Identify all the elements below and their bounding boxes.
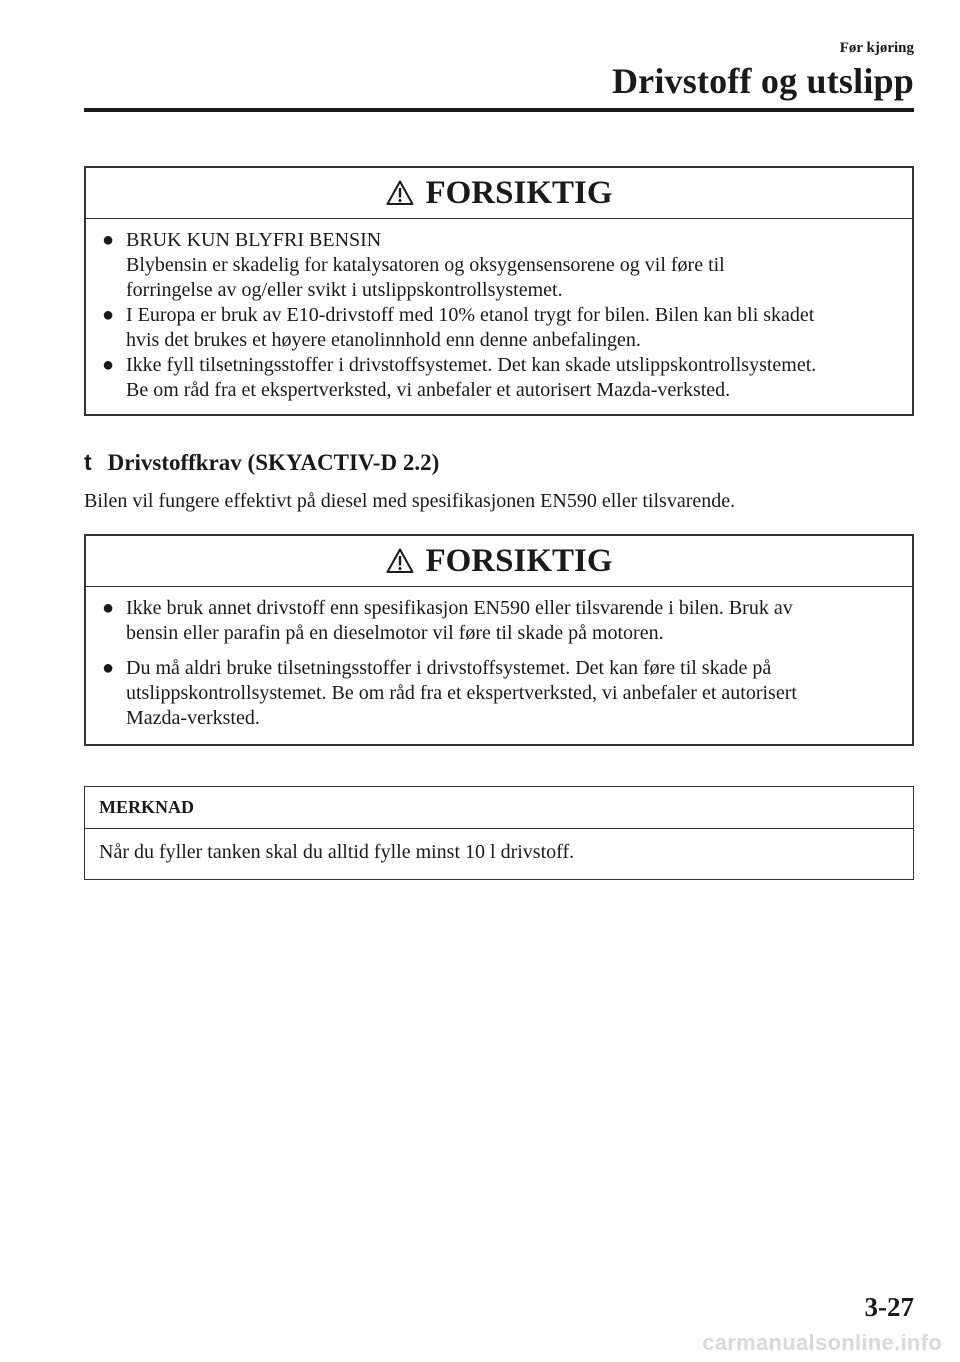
note-title: MERKNAD (85, 787, 913, 829)
caution-title: FORSIKTIG (425, 174, 613, 211)
list-item-line: Ikke bruk annet drivstoff enn spesifikasjon EN590 eller tilsvarende i bilen. Bruk av (126, 597, 793, 619)
page-title: Drivstoff og utslipp (611, 61, 914, 101)
section-heading-text: Drivstoffkrav (SKYACTIV-D 2.2) (107, 450, 440, 475)
list-item-line: Du må aldri bruke tilsetningsstoffer i drivstoffsystemet. Det kan føre til skade på (126, 657, 772, 679)
list-item-line: I Europa er bruk av E10-drivstoff med 10% etanol trygt for bilen. Bilen kan bli skadet (126, 304, 815, 326)
watermark-link[interactable]: carmanualsonline.info (702, 1330, 942, 1355)
list-item-line: Blybensin er skadelig for katalysatoren og oksygensensorene og vil føre til (126, 254, 725, 276)
section-marker: t (84, 449, 92, 475)
list-item (100, 596, 898, 646)
section-body: Bilen vil fungere effektivt på diesel med spesifikasjonen EN590 eller tilsvarende. (84, 490, 736, 512)
caution-header (86, 536, 912, 587)
list-item (100, 303, 898, 353)
note-box (84, 786, 914, 880)
list-item (100, 656, 898, 731)
list-item-line: Mazda-verksted. (126, 707, 260, 729)
note-text: Når du fyller tanken skal du alltid fylle minst 10 l drivstoff. (99, 841, 575, 863)
chapter-label: Før kjøring (839, 40, 914, 56)
list-item-line: Ikke fyll tilsetningsstoffer i drivstoffsystemet. Det kan skade utslippskontrollsystemet. (126, 354, 817, 376)
bullet-icon: ● (102, 354, 115, 376)
warning-triangle-icon (385, 178, 415, 208)
warning-triangle-icon (385, 546, 415, 576)
bullet-icon: ● (102, 229, 115, 251)
caution-box-1 (84, 166, 914, 416)
caution-header (86, 168, 912, 219)
header-rule (84, 108, 914, 112)
list-item-line: Be om råd fra et ekspertverksted, vi anbefaler et autorisert Mazda-verksted. (126, 379, 731, 401)
bullet-icon: ● (102, 597, 115, 619)
list-item-line: bensin eller parafin på en dieselmotor vil føre til skade på motoren. (126, 622, 664, 644)
list-item-line: utslippskontrollsystemet. Be om råd fra et ekspertverksted, vi anbefaler et autorisert (126, 682, 797, 704)
list-item-line: BRUK KUN BLYFRI BENSIN (126, 229, 382, 251)
section-heading (84, 449, 439, 476)
caution-list (86, 587, 912, 744)
caution-title: FORSIKTIG (425, 542, 613, 579)
page-number: 3-27 (864, 1292, 914, 1322)
list-item (100, 353, 898, 403)
list-item-line: forringelse av og/eller svikt i utslippskontrollsystemet. (126, 279, 563, 301)
bullet-icon: ● (102, 304, 115, 326)
caution-box-2 (84, 534, 914, 746)
list-item-line: hvis det brukes et høyere etanolinnhold enn denne anbefalingen. (126, 329, 641, 351)
caution-list (86, 219, 912, 416)
bullet-icon: ● (102, 657, 115, 679)
list-item (100, 228, 898, 303)
